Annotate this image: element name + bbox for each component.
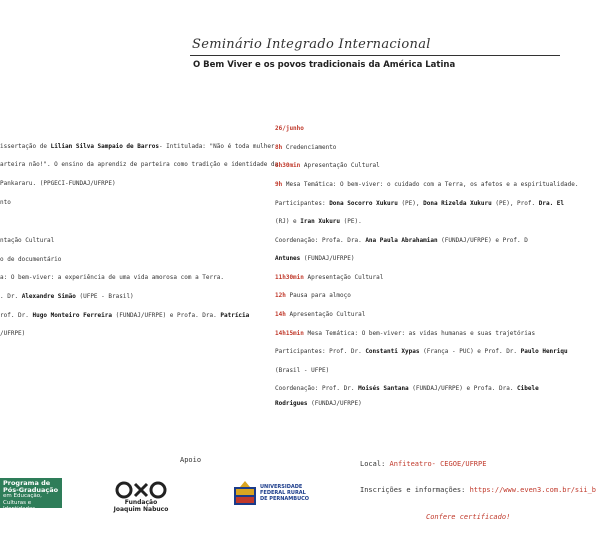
schedule-text: (PE), Prof. — [491, 200, 539, 207]
local-label: Local: — [360, 460, 390, 468]
schedule-text: Apresentação Cultural — [285, 311, 366, 318]
schedule-text: Participantes: — [275, 200, 330, 207]
schedule-text: /UFRPE) — [0, 330, 26, 337]
schedule-text: a: O bem-viver: a experiência de uma vida amorosa com a Terra. — [0, 274, 224, 281]
local-value: Anfiteatro- CEGOE/UFRPE — [389, 460, 487, 468]
time-label: 14h — [275, 311, 286, 318]
ufrpe-logo — [232, 481, 332, 511]
schedule-text: nto — [0, 199, 11, 206]
schedule-text: Coordenação: Prof. Dr. — [275, 385, 359, 392]
name-text: Cibele — [517, 385, 539, 392]
name-text: Patrícia — [220, 312, 250, 319]
left-schedule-line — [0, 199, 11, 207]
name-text: Paulo Henriqu — [520, 348, 568, 355]
schedule-text: (França - PUC) e Prof. Dr. — [419, 348, 521, 355]
schedule-text: (FUNDAJ/UFRPE) — [300, 255, 355, 262]
ufrpe-logo-line: FEDERAL RURAL — [260, 490, 306, 496]
inscricoes-label: Inscrições e informações: — [360, 486, 470, 494]
page-title: Seminário Integrado Internacional — [192, 37, 431, 52]
right-schedule-line — [275, 125, 304, 133]
right-schedule-line — [275, 218, 362, 226]
left-schedule-line — [0, 256, 61, 264]
schedule-text: (UFPE - Brasil) — [75, 293, 134, 300]
right-schedule-line — [275, 330, 535, 338]
right-schedule-line — [275, 274, 383, 282]
ppg-logo-line: em Educação, — [3, 493, 42, 499]
time-label: 12h — [275, 292, 286, 299]
name-text: Hugo Monteiro Ferreira — [32, 312, 112, 319]
schedule-text: (RJ) e — [275, 218, 301, 225]
name-text: Constanti Xypas — [365, 348, 420, 355]
time-label: 8h — [275, 144, 283, 151]
name-text: Moisés Santana — [358, 385, 409, 392]
schedule-text: (PE). — [340, 218, 362, 225]
schedule-text: arteira não!". O ensino da aprendiz de parteira como tradição e identidade da — [0, 161, 279, 168]
fjn-logo-line: Fundação — [124, 499, 158, 506]
ppg-logo-line: Pós-Graduação — [3, 485, 59, 494]
right-schedule-line — [275, 385, 539, 393]
schedule-text: Coordenação: Profa. Dra. — [275, 237, 366, 244]
fjn-emblem-icon — [115, 481, 167, 499]
left-schedule-line — [0, 180, 116, 188]
name-text: Alexandre Simão — [21, 293, 76, 300]
left-schedule-line — [0, 143, 275, 151]
name-text: Iran Xukuru — [300, 218, 341, 225]
schedule-text: Participantes: Prof. Dr. — [275, 348, 366, 355]
name-text: Dona Rizelda Xukuru — [423, 200, 492, 207]
ppg-logo-line: Culturas e Identidades — [3, 499, 36, 512]
name-text: Antunes — [275, 255, 301, 262]
time-label: 11h30min — [275, 274, 304, 281]
schedule-text: Apresentação Cultural — [303, 274, 384, 281]
right-schedule-line — [275, 311, 365, 319]
left-schedule-line — [0, 274, 224, 282]
time-label: 26/junho — [275, 125, 304, 132]
schedule-text: (FUNDAJ/UFRPE) — [307, 400, 362, 407]
schedule-text: (FUNDAJ/UFRPE) e Profa. Dra. — [112, 312, 221, 319]
right-schedule-line — [275, 255, 354, 263]
right-schedule-line — [275, 144, 336, 152]
schedule-text: Mesa Temática: O bem-viver: as vidas humanas e suas trajetórias — [303, 330, 536, 337]
right-schedule-line — [275, 181, 578, 189]
schedule-text: (PE), — [397, 200, 424, 207]
fjn-logo-line: Joaquim Nabuco — [113, 506, 169, 513]
schedule-text: o de documentário — [0, 256, 62, 263]
schedule-text: (FUNDAJ/UFRPE) e Prof. D — [437, 237, 528, 244]
name-text: Lilian Silva Sampaio de Barros — [50, 143, 159, 150]
schedule-text: issertação de — [0, 143, 51, 150]
right-schedule-line — [275, 292, 351, 300]
local-info — [360, 460, 486, 468]
schedule-text: . Dr. — [0, 293, 22, 300]
right-schedule-line — [275, 200, 564, 208]
schedule-text: (FUNDAJ/UFRPE) e Profa. Dra. — [408, 385, 518, 392]
time-label: 8h30min — [275, 162, 301, 169]
left-schedule-line — [0, 293, 134, 301]
ufrpe-logo-line: UNIVERSIDADE — [260, 484, 303, 490]
name-text: Rodrigues — [275, 400, 308, 407]
name-text: Dona Socorro Xukuru — [329, 200, 398, 207]
right-schedule-line — [275, 367, 329, 375]
left-schedule-line — [0, 312, 249, 320]
schedule-text: rof. Dr. — [0, 312, 33, 319]
name-text: Ana Paula Abrahamian — [365, 237, 438, 244]
schedule-text: - Intitulada: "Não é toda mulher — [158, 143, 275, 150]
left-schedule-line — [0, 330, 25, 338]
schedule-text: Credenciamento — [282, 144, 337, 151]
ufrpe-logo-line: DE PERNAMBUCO — [260, 496, 310, 502]
name-text: Dra. El — [538, 200, 565, 207]
schedule-text: Pankararu. (PPGECI-FUNDAJ/UFRPE) — [0, 180, 116, 187]
schedule-text: Pausa para almoço — [285, 292, 351, 299]
right-schedule-line — [275, 162, 380, 170]
fjn-logo — [110, 481, 172, 513]
schedule-text: ntação Cultural — [0, 237, 55, 244]
schedule-text: Mesa Temática: O bem-viver: o cuidado com a Terra, os afetos e a espiritualidade. — [282, 181, 579, 188]
time-label: 9h — [275, 181, 283, 188]
left-schedule-line — [0, 161, 278, 169]
time-label: 14h15min — [275, 330, 304, 337]
ufrpe-crest-icon — [232, 481, 258, 509]
page-subtitle: O Bem Viver e os povos tradicionais da América Latina — [193, 60, 456, 70]
confere-certificado: Confere certificado! — [426, 513, 511, 521]
inscricoes-info — [360, 486, 596, 494]
ppg-logo-line: Programa de — [3, 479, 51, 487]
ppg-logo — [0, 478, 62, 512]
inscricoes-link[interactable]: https://www.even3.com.br/sii_b — [469, 486, 596, 494]
schedule-text: (Brasil - UFPE) — [275, 367, 330, 374]
title-underline — [190, 55, 560, 56]
right-schedule-line — [275, 348, 568, 356]
right-schedule-line — [275, 400, 362, 408]
apoio-label: Apoio — [180, 456, 202, 464]
right-schedule-line — [275, 237, 528, 245]
schedule-text: Apresentação Cultural — [300, 162, 380, 169]
left-schedule-line — [0, 237, 54, 245]
